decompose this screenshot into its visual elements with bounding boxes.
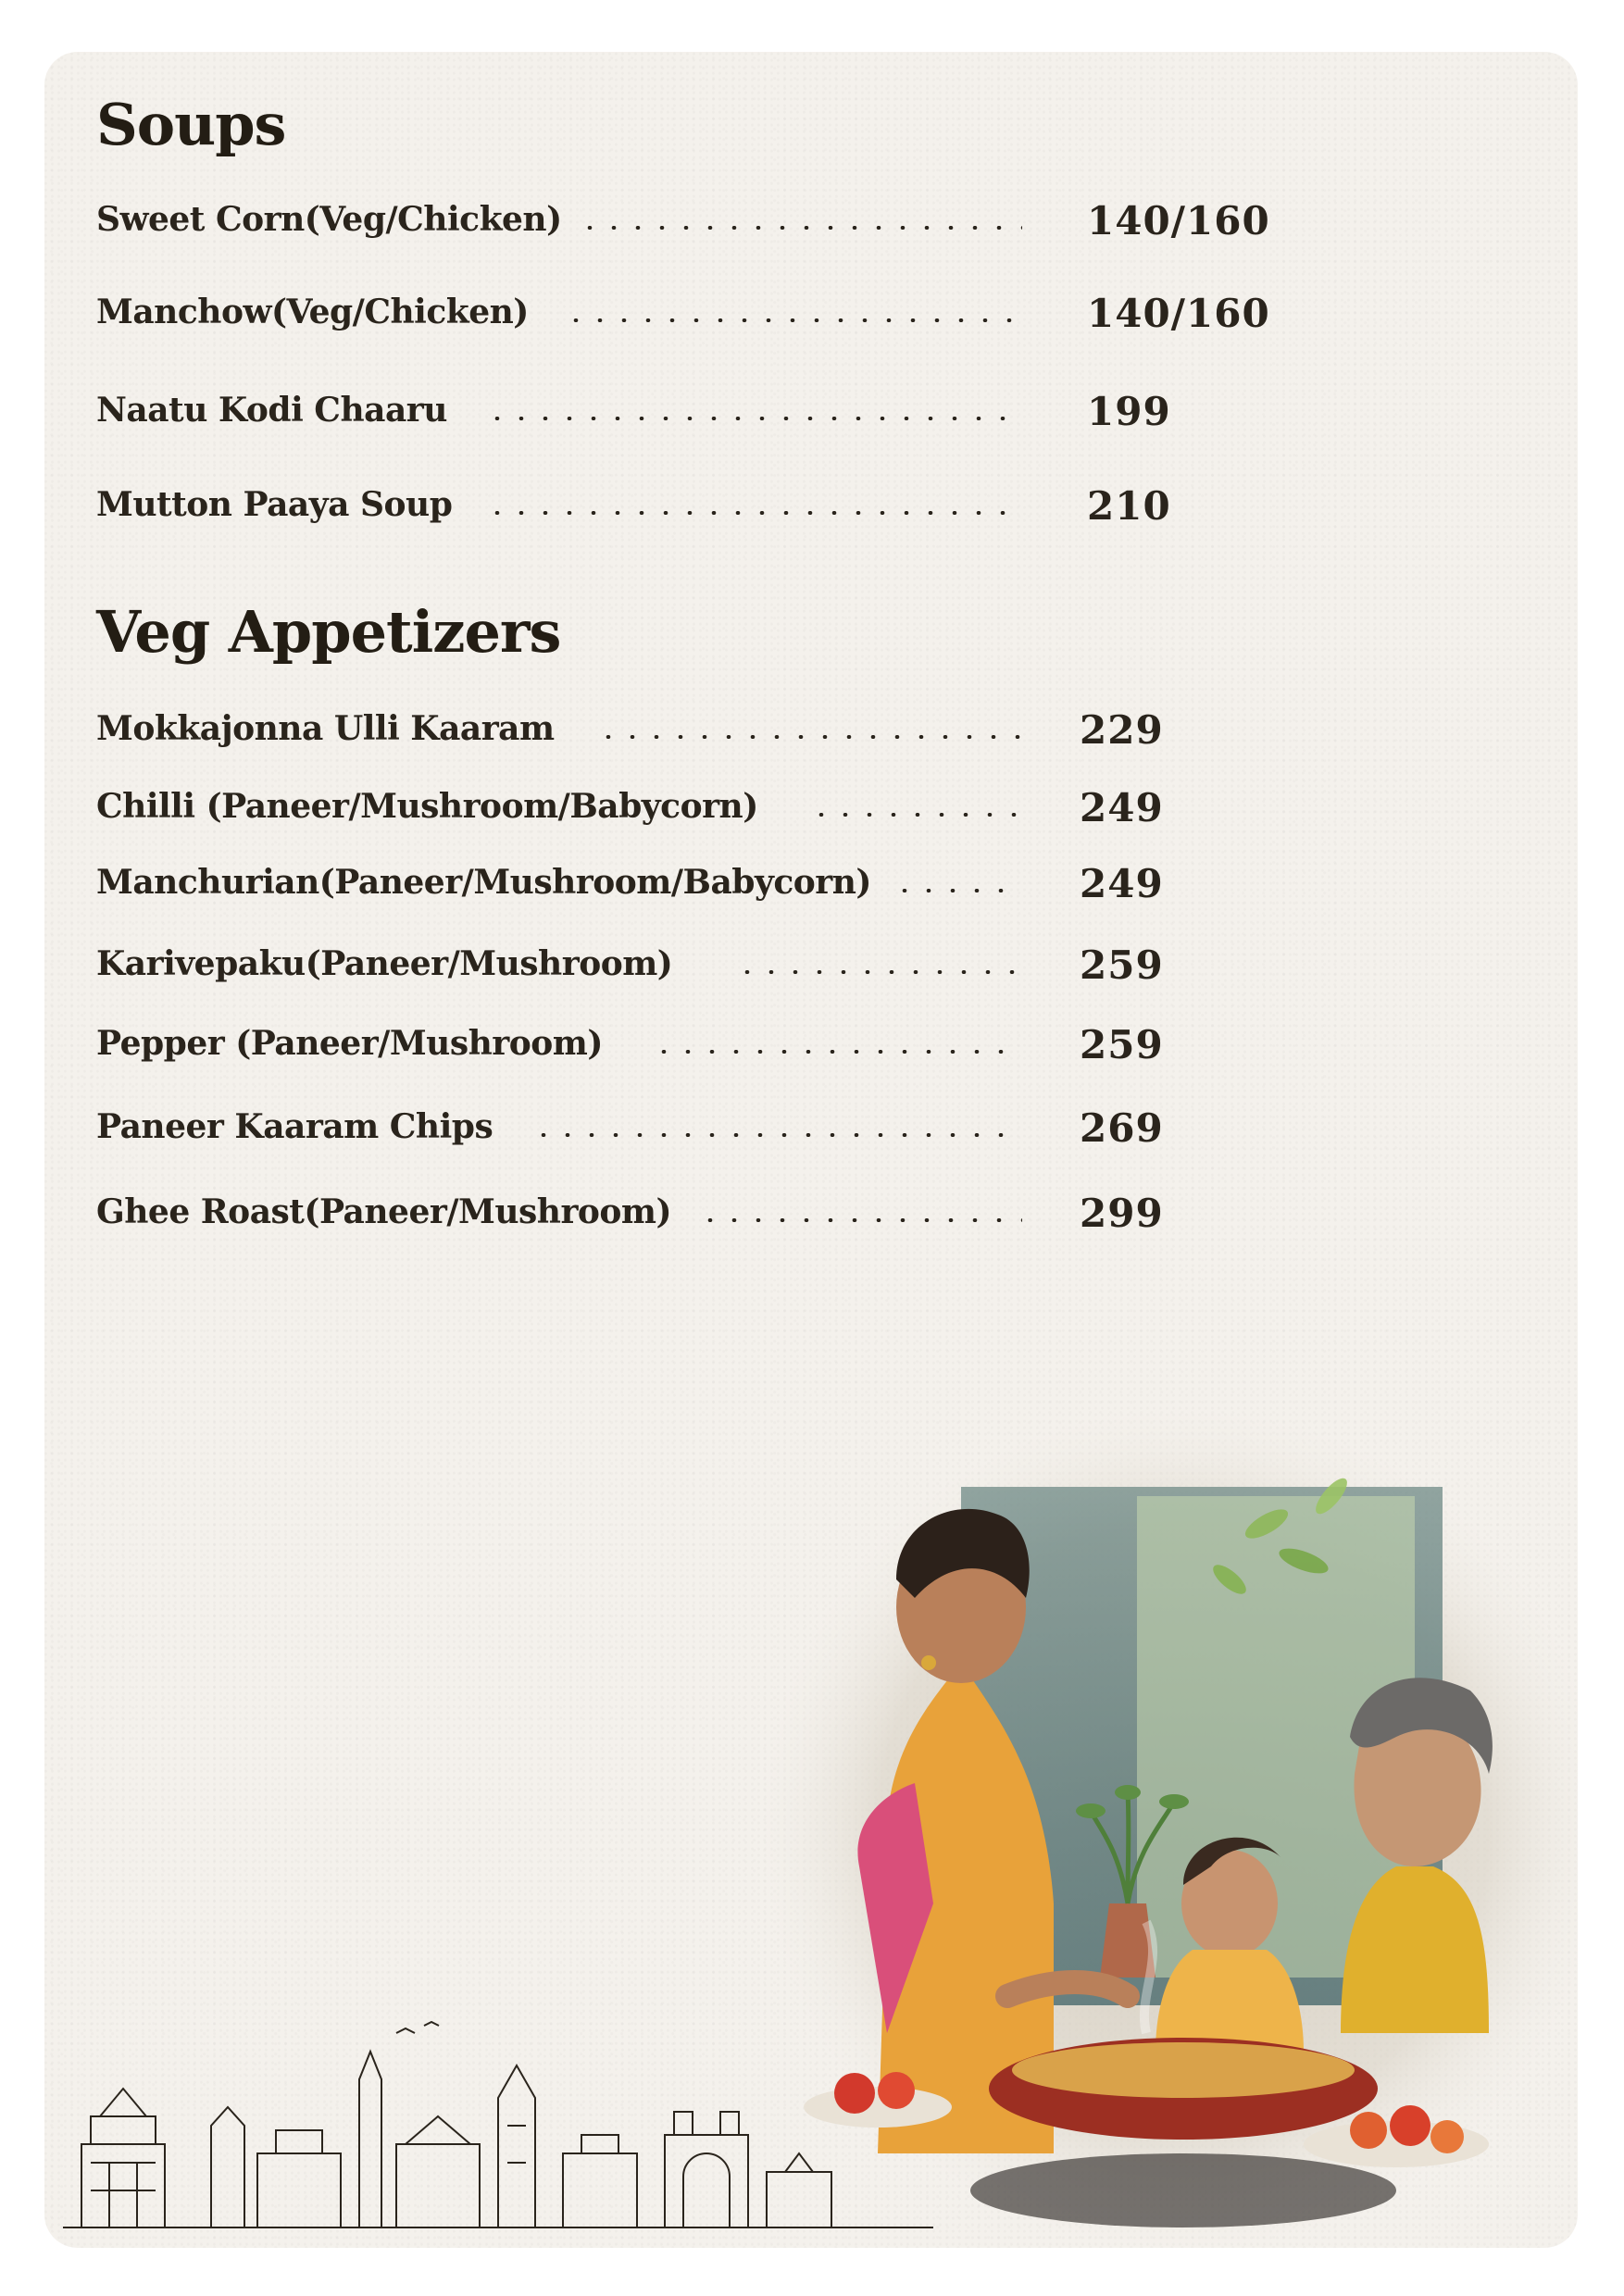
menu-item — [96, 944, 1254, 1000]
section-title-veg-appetizers: Veg Appetizers — [96, 598, 561, 666]
menu-item — [96, 1107, 1254, 1163]
menu-item — [96, 291, 1270, 348]
item-price: 269 — [1080, 1105, 1164, 1151]
item-name: Chilli (Paneer/Mushroom/Babycorn) — [96, 787, 758, 826]
item-price: 210 — [1087, 483, 1171, 529]
menu-item — [96, 709, 1254, 765]
item-price: 229 — [1080, 707, 1164, 753]
menu-item — [96, 198, 1270, 256]
menu-item — [96, 485, 1254, 541]
item-price: 140/160 — [1087, 198, 1270, 243]
dot-leader — [735, 970, 1022, 974]
dot-leader — [809, 813, 1022, 817]
dot-leader — [485, 511, 1022, 515]
item-name: Manchow(Veg/Chicken) — [96, 293, 529, 331]
item-name: Sweet Corn(Veg/Chicken) — [96, 200, 562, 239]
menu-item — [96, 863, 1254, 918]
dot-leader — [596, 735, 1022, 739]
item-price: 259 — [1080, 942, 1164, 988]
item-price: 259 — [1080, 1022, 1164, 1067]
item-name: Manchurian(Paneer/Mushroom/Babycorn) — [96, 863, 871, 902]
item-name: Pepper (Paneer/Mushroom) — [96, 1024, 603, 1063]
menu-item — [96, 1024, 1254, 1079]
dot-leader — [485, 417, 1022, 420]
item-name: Karivepaku(Paneer/Mushroom) — [96, 944, 673, 983]
item-name: Mokkajonna Ulli Kaaram — [96, 709, 555, 748]
menu-page — [44, 52, 1578, 2248]
menu-item — [96, 391, 1254, 446]
item-price: 140/160 — [1087, 291, 1270, 336]
item-name: Paneer Kaaram Chips — [96, 1107, 493, 1146]
dot-leader — [531, 1133, 1022, 1137]
section-title-soups: Soups — [96, 91, 286, 158]
dot-leader — [893, 889, 1022, 892]
item-name: Naatu Kodi Chaaru — [96, 391, 447, 430]
item-name: Mutton Paaya Soup — [96, 485, 453, 524]
dot-leader — [698, 1218, 1022, 1222]
dot-leader — [578, 226, 1022, 230]
item-price: 249 — [1080, 861, 1164, 906]
dot-leader — [652, 1050, 1022, 1054]
menu-item — [96, 1192, 1254, 1248]
item-price: 249 — [1080, 785, 1164, 830]
dot-leader — [564, 318, 1022, 322]
item-price: 199 — [1087, 389, 1171, 434]
menu-item — [96, 787, 1254, 842]
city-skyline-icon — [63, 1978, 952, 2248]
item-price: 299 — [1080, 1191, 1164, 1236]
item-name: Ghee Roast(Paneer/Mushroom) — [96, 1192, 672, 1231]
